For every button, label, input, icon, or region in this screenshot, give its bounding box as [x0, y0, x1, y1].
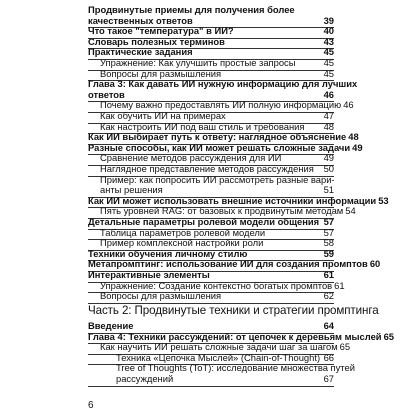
- toc-entry-page: 54: [345, 205, 356, 217]
- toc-entry-title: Глава 3: Как давать ИИ нужную информацию для лучших: [88, 78, 358, 90]
- toc-entry-title: Разные способы, как ИИ может решать сложные задачи: [88, 141, 351, 153]
- toc-entry-page: 45: [323, 57, 334, 68]
- toc-divider: [88, 386, 334, 387]
- toc-entry-page: 49: [323, 152, 334, 164]
- toc-entry-page: 45: [323, 46, 334, 58]
- toc-entry-title: рассуждений: [116, 373, 174, 384]
- toc-entry-title: Сравнение методов рассуждения для ИИ: [100, 152, 282, 164]
- toc-entry-page: 57: [323, 216, 334, 227]
- toc-entry-page: 48: [323, 120, 334, 132]
- toc-entry-title: Упражнение: Создание контекстно богатых промптов: [100, 279, 333, 291]
- toc-entry-title: Как ИИ может использовать внешние источники информации: [88, 194, 377, 206]
- toc-entry-page: 48: [348, 131, 359, 143]
- toc-entry-title: Как обучить ИИ на примерах: [100, 110, 226, 121]
- toc-entry-title: Как научить ИИ решать сложные задачи шаг за шагом: [100, 341, 338, 353]
- toc-entry-title: Наглядное представление методов рассуждения: [100, 163, 314, 174]
- toc-entry-page: 53: [378, 194, 389, 206]
- toc-entry-page: 62: [323, 290, 334, 302]
- toc-entry-title: Пример: как попросить ИИ рассмотреть разные вари-: [100, 173, 335, 185]
- toc-entry-page: 46: [343, 99, 354, 111]
- toc-entry-title: ответов: [88, 88, 125, 100]
- toc-entry-title: Упражнение: Как улучшить простые запросы: [100, 57, 296, 68]
- part-title: Часть 2: Продвинутые техники и стратегии промптинга: [88, 304, 379, 317]
- toc-entry-page: 50: [323, 163, 334, 174]
- toc-entry-page: 49: [352, 141, 363, 153]
- toc-entry-page: 66: [323, 351, 334, 363]
- toc-entry: [100, 290, 334, 302]
- toc-entry-title: Практические задания: [88, 46, 193, 58]
- toc-entry-title: анты решения: [100, 184, 163, 196]
- toc-entry-title: Почему важно предоставлять ИИ полную информацию: [100, 99, 342, 111]
- toc-entry-title: Пять уровней RAG: от базовых к продвинутым методам: [100, 205, 344, 217]
- toc-entry-page: 51: [323, 184, 334, 196]
- toc-entry-page: 46: [323, 88, 334, 100]
- toc-entry-title: Детальные параметры ролевой модели общения: [88, 216, 320, 227]
- toc-entry-title: Вопросы для размышления: [100, 290, 222, 302]
- toc-entry-title: Tree of Thoughts (ToT): исследование множества путей: [116, 362, 355, 374]
- toc-entry-page: 43: [323, 35, 334, 47]
- toc-entry-title: Метапромптинг: использование ИИ для создания промптов: [88, 258, 368, 270]
- toc-entry-page: 39: [323, 14, 334, 26]
- toc-entry-page: 65: [339, 341, 351, 353]
- toc-entry-page: 65: [383, 330, 395, 342]
- toc-entry-page: 61: [334, 279, 345, 291]
- toc-entry-title: Как ИИ выбирает путь к ответу: наглядное объяснение: [88, 131, 347, 143]
- toc-entry-title: Таблица параметров ролевой модели: [100, 226, 266, 238]
- toc-entry-page: 45: [323, 67, 334, 79]
- toc-entry-title: Словарь полезных терминов: [88, 35, 225, 47]
- toc-entry-title: Техники обучения личному стилю: [88, 247, 248, 259]
- toc-entry-title: качественных ответов: [88, 14, 193, 26]
- toc-entry-page: 58: [323, 237, 334, 249]
- toc-entry-title: Пример комплексной настройки роли: [100, 237, 264, 249]
- toc-entry-page: 57: [323, 226, 334, 238]
- toc-entry-title: Что такое "температура" в ИИ?: [88, 25, 234, 37]
- toc-entry: [116, 373, 334, 385]
- toc-entry-page: 61: [323, 269, 334, 280]
- toc-entry-page: 60: [369, 258, 381, 270]
- toc-entry-title: Введение: [88, 320, 134, 331]
- toc-entry-title: Глава 4: Техники рассуждений: от цепочек к деревьям мыслей: [88, 330, 382, 342]
- toc-entry-page: 67: [323, 373, 334, 384]
- toc-entry-page: 59: [323, 247, 334, 259]
- toc-entry-page: 47: [323, 110, 334, 121]
- page-number: 6: [88, 400, 94, 411]
- toc-entry-page: 64: [323, 320, 334, 331]
- toc-entry-title: Интерактивные элементы: [88, 269, 210, 280]
- toc-entry-title: Как настроить ИИ под ваш стиль и требования: [100, 120, 305, 132]
- toc-entry-page: 40: [323, 25, 334, 37]
- toc-entry-title: Техника «Цепочка Мыслей» (Chain-of-Thought): [116, 351, 321, 363]
- toc-entry-title: Продвинутые приемы для получения более: [88, 4, 295, 15]
- toc-entry-title: Вопросы для размышления: [100, 67, 222, 79]
